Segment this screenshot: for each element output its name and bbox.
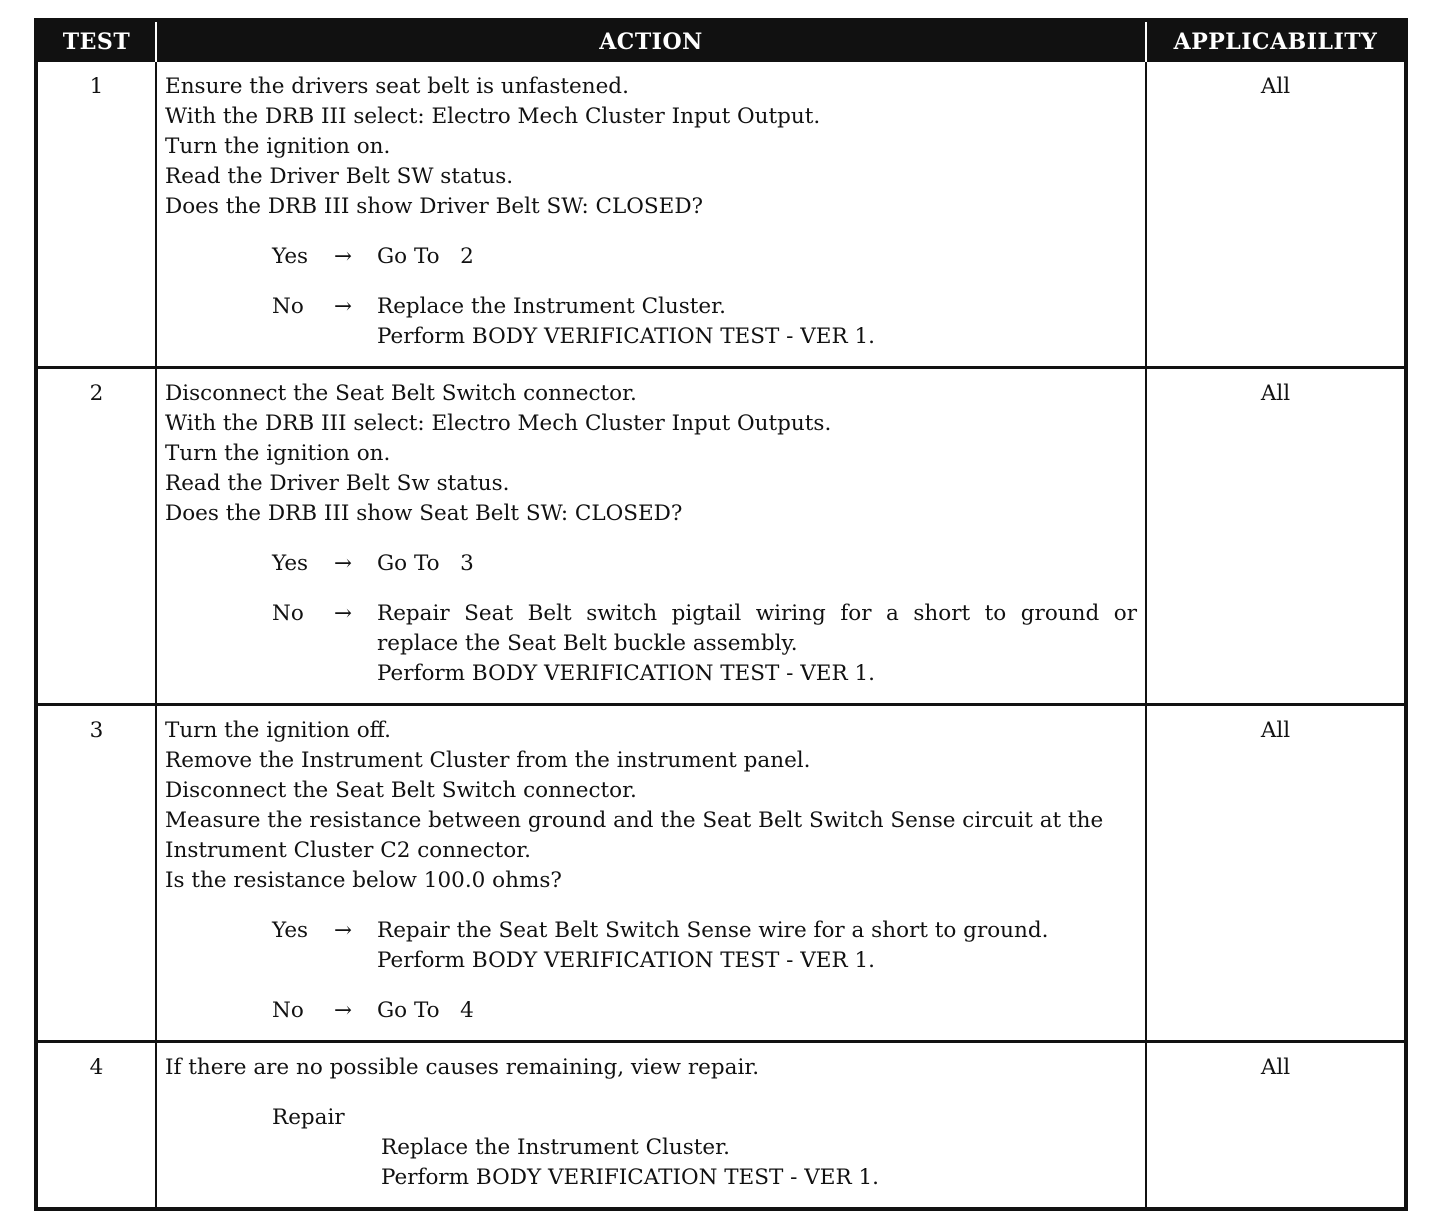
step: Instrument Cluster C2 connector.: [165, 838, 531, 863]
step: Turn the ignition on.: [165, 441, 391, 466]
yes-result: Go To 2: [377, 244, 474, 269]
action-cell: [156, 1042, 1146, 1210]
arrow-icon: →: [334, 918, 353, 943]
arrow-icon: →: [334, 244, 353, 269]
yes-label: Yes: [272, 918, 309, 943]
yes-branch: [165, 242, 1137, 272]
step: Does the DRB III show Seat Belt SW: CLOSED?: [165, 501, 683, 526]
test-number: 4: [36, 1042, 156, 1210]
no-result: Replace the Instrument Cluster. Perform BODY VERIFICATION TEST - VER 1.: [377, 294, 876, 349]
header-applicability: APPLICABILITY: [1146, 20, 1406, 62]
step: Turn the ignition off.: [165, 718, 391, 743]
arrow-icon: →: [334, 551, 353, 576]
step: Measure the resistance between ground and the Seat Belt Switch Sense circuit at the: [165, 808, 1104, 833]
diagnostic-test-table: [34, 18, 1408, 1211]
yes-branch: [165, 916, 1137, 976]
no-result: Go To 4: [377, 998, 474, 1023]
arrow-icon: →: [334, 601, 353, 626]
header-test: TEST: [36, 20, 156, 62]
no-branch: [165, 292, 1137, 352]
step: If there are no possible causes remaining, view repair.: [165, 1055, 760, 1080]
test-row-1: [36, 62, 1406, 368]
step: Does the DRB III show Driver Belt SW: CLOSED?: [165, 194, 704, 219]
repair-line: Perform BODY VERIFICATION TEST - VER 1.: [381, 1165, 880, 1190]
yes-result: Go To 3: [377, 551, 474, 576]
applicability-value: All: [1146, 705, 1406, 1042]
test-row-2: [36, 368, 1406, 705]
repair-label: Repair: [272, 1105, 345, 1130]
action-cell: [156, 368, 1146, 705]
no-branch: [165, 996, 1137, 1026]
step: With the DRB III select: Electro Mech Cluster Input Output.: [165, 104, 821, 129]
step: Disconnect the Seat Belt Switch connector.: [165, 381, 637, 406]
arrow-icon: →: [334, 998, 353, 1023]
step: Read the Driver Belt SW status.: [165, 164, 514, 189]
test-number: 1: [36, 62, 156, 368]
test-row-4: [36, 1042, 1406, 1210]
arrow-icon: →: [334, 294, 353, 319]
action-cell: [156, 62, 1146, 368]
step: Disconnect the Seat Belt Switch connector.: [165, 778, 637, 803]
step: Read the Driver Belt Sw status.: [165, 471, 510, 496]
step: Turn the ignition on.: [165, 134, 391, 159]
no-label: No: [272, 998, 304, 1023]
yes-label: Yes: [272, 244, 309, 269]
yes-result: Repair the Seat Belt Switch Sense wire for a short to ground. Perform BODY VERIFICATION TEST - VER 1.: [377, 918, 1049, 973]
applicability-value: All: [1146, 1042, 1406, 1210]
applicability-value: All: [1146, 62, 1406, 368]
step: Is the resistance below 100.0 ohms?: [165, 868, 562, 893]
applicability-value: All: [1146, 368, 1406, 705]
step: Ensure the drivers seat belt is unfastened.: [165, 74, 629, 99]
header-row: [36, 20, 1406, 62]
no-branch: [165, 599, 1137, 689]
no-result: Repair Seat Belt switch pigtail wiring for a short to ground or replace the Seat Belt buckle assembly. Perform BODY VERIFICATION TEST - VER 1.: [377, 601, 1137, 686]
step: With the DRB III select: Electro Mech Cluster Input Outputs.: [165, 411, 832, 436]
test-number: 3: [36, 705, 156, 1042]
action-cell: [156, 705, 1146, 1042]
repair-line: Replace the Instrument Cluster.: [381, 1135, 730, 1160]
header-action: ACTION: [156, 20, 1146, 62]
test-number: 2: [36, 368, 156, 705]
no-label: No: [272, 601, 304, 626]
yes-label: Yes: [272, 551, 309, 576]
step: Remove the Instrument Cluster from the instrument panel.: [165, 748, 811, 773]
test-row-3: [36, 705, 1406, 1042]
no-label: No: [272, 294, 304, 319]
yes-branch: [165, 549, 1137, 579]
